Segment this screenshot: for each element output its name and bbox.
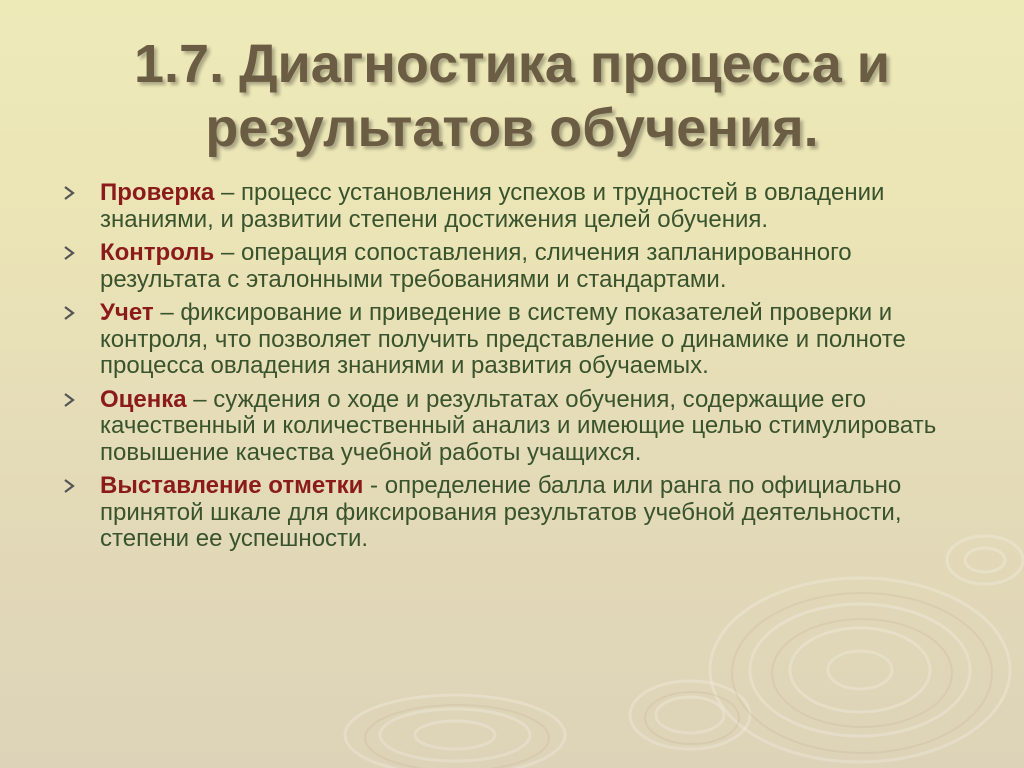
term-definition: – операция сопоставления, сличения запланированного результата с эталонными требованиями и стандартами. (100, 239, 852, 293)
title-line-1: 1.7. Диагностика процесса и (134, 34, 890, 94)
term-label: Учет (100, 299, 154, 326)
term-definition: – процесс установления успехов и трудностей в овладении знаниями, и развитии степени достижения целей обучения. (100, 179, 885, 233)
term-definition: - определение балла или ранга по официально принятой шкале для фиксирования результатов учебной деятельности, степени ее успешности. (100, 472, 902, 552)
chevron-arrow-icon (62, 387, 78, 413)
list-item (62, 180, 952, 233)
list-item (62, 387, 952, 467)
title-line-2: результатов обучения. (205, 98, 819, 158)
definition-list (62, 180, 952, 560)
list-item (62, 473, 952, 553)
chevron-arrow-icon (62, 240, 78, 266)
term-definition: – фиксирование и приведение в систему показателей проверки и контроля, что позволяет получить представление о динамике и полноте процесса овладения знаниями и развития обучаемых. (100, 299, 906, 379)
chevron-arrow-icon (62, 300, 78, 326)
term-label: Контроль (100, 239, 215, 266)
term-label: Оценка (100, 385, 187, 413)
term-label: Выставление отметки (100, 472, 364, 499)
chevron-arrow-icon (62, 180, 78, 206)
chevron-arrow-icon (62, 473, 78, 499)
slide-title (60, 32, 964, 160)
list-item (62, 300, 952, 380)
list-item (62, 240, 952, 293)
term-label: Проверка (100, 179, 215, 206)
term-definition: – суждения о ходе и результатах обучения, содержащие его качественный и количественный анализ и имеющие целью стимулировать повышение качества учебной работы учащихся. (100, 385, 937, 466)
